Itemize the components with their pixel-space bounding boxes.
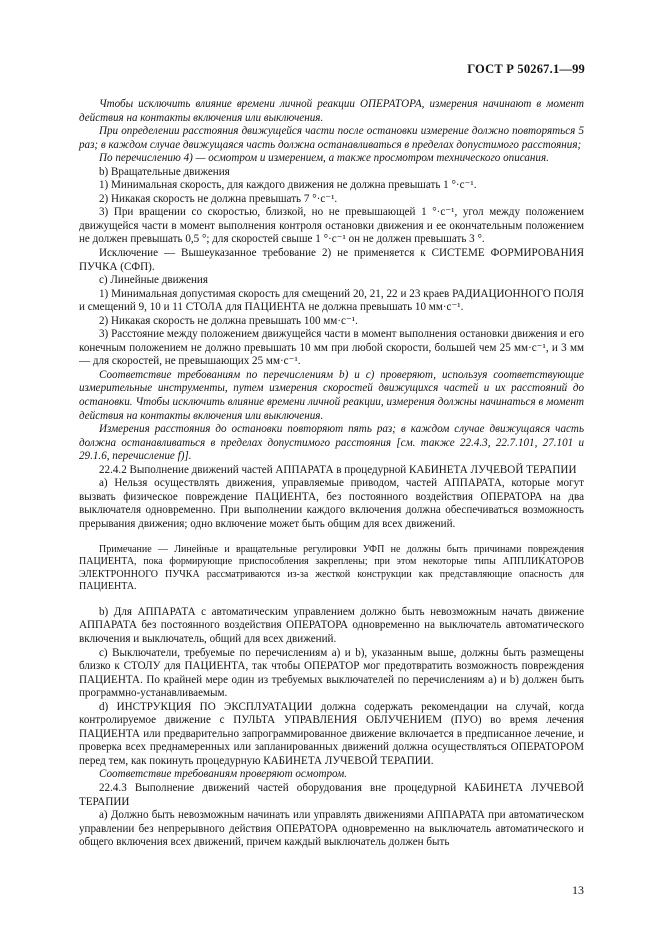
- note: Примечание — Линейные и вращательные регулировки УФП не должны быть причинами повреждения ПАЦИЕНТА, пока формирующие приспособления закреплены; при этом некоторые типы АППЛИКАТОРОВ ЭЛЕКТРОННОГО ПУЧКА рассматриваются из-за жесткой конструкции как представляющие опасность для ПАЦИЕНТА.: [79, 543, 584, 593]
- list-item: 2) Никакая скорость не должна превышать 7 °·с⁻¹.: [99, 192, 338, 205]
- list-item: 1) Минимальная допустимая скорость для смещений 20, 21, 22 и 23 краев РАДИАЦИОННОГО ПОЛЯ и смещений 9, 10 и 11 СТОЛА для ПАЦИЕНТА не должна превышать 10 мм·с⁻¹.: [79, 287, 584, 314]
- document-header: ГОСТ Р 50267.1—99: [467, 62, 585, 76]
- section-heading: 22.4.3 Выполнение движений частей оборудования вне процедурной КАБИНЕТА ЛУЧЕВОЙ ТЕРАПИИ: [79, 781, 584, 808]
- list-item: 1) Минимальная скорость, для каждого движения не должна превышать 1 °·с⁻¹.: [99, 179, 477, 192]
- list-item: d) ИНСТРУКЦИЯ ПО ЭКСПЛУАТАЦИИ должна содержать рекомендации на случай, когда контролируемое движение с ПУЛЬТА УПРАВЛЕНИЯ ОБЛУЧЕНИЕМ (ПУО) во время лечения ПАЦИЕНТА или предварительно запрограммированное движение включается в предписанное лечение, и проверка всех преднамеренных или запланированных движений должна осуществляться ОПЕРАТОРОМ перед тем, как покинуть процедурную КАБИНЕТА ЛУЧЕВОЙ ТЕРАПИИ.: [79, 700, 584, 767]
- paragraph: По перечислению 4) — осмотром и измерением, а также просмотром технического описания.: [99, 152, 549, 165]
- page-number: 13: [572, 883, 584, 897]
- paragraph: Чтобы исключить влияние времени личной реакции ОПЕРАТОРА, измерения начинают в момент действия на контакты включения или выключения.: [79, 98, 584, 124]
- paragraph: Исключение — Вышеуказанное требование 2) не применяется к СИСТЕМЕ ФОРМИРОВАНИЯ ПУЧКА (СФП).: [79, 247, 584, 273]
- list-item: c) Выключатели, требуемые по перечислениям a) и b), указанным выше, должны быть размещены близко к СТОЛУ для ПАЦИЕНТА, так чтобы ОПЕРАТОР мог предотвратить возможность повреждения ПАЦИЕНТА. По крайней мере один из требуемых выключателей по перечислениям a) и b) должен быть программно-устанавливаемым.: [79, 646, 584, 700]
- list-heading: b) Вращательные движения: [99, 165, 230, 178]
- paragraph: При определении расстояния движущейся части после остановки измерение должно повторяться 5 раз; в каждом случае движущаяся часть должна останавливаться в пределах допустимого расстояния;: [79, 125, 584, 151]
- list-item: 3) При вращении со скоростью, близкой, но не превышающей 1 °·с⁻¹, угол между положением движущейся части в момент выполнения контроля остановки движения и ее окончательным положением не должен превышать 0,5 °; для скоростей свыше 1 °·с⁻¹ он не должен превышать 3 °.: [79, 206, 584, 246]
- list-item: a) Должно быть невозможным начинать или управлять движениями АППАРАТА при автоматическом управлении без непрерывного действия ОПЕРАТОРА одновременно на выключатель автоматического и общего включения всех движений, причем каждый выключатель должен быть: [79, 809, 584, 849]
- list-item: 3) Расстояние между положением движущейся части в момент выполнения остановки движения и его конечным положением не должно превышать 10 мм при любой скорости, большей чем 25 мм·с⁻¹, и 3 мм — для скоростей, не превышающих 25 мм·с⁻¹.: [79, 328, 584, 368]
- document-body: [79, 98, 584, 850]
- section-heading: 22.4.2 Выполнение движений частей АППАРАТА в процедурной КАБИНЕТА ЛУЧЕВОЙ ТЕРАПИИ: [99, 463, 577, 476]
- paragraph: Соответствие требованиям проверяют осмотром.: [99, 768, 348, 781]
- list-item: b) Для АППАРАТА с автоматическим управлением должно быть невозможным начать движение АППАРАТА без постоянного воздействия ОПЕРАТОРА одновременно на выключатель автоматического включения и выключатель, общий для всех движений.: [79, 605, 584, 645]
- paragraph: Измерения расстояния до остановки повторяют пять раз; в каждом случае движущаяся часть должна останавливаться в пределах допустимого расстояния [см. также 22.4.3, 22.7.101, 27.101 и 29.1.6, перечисление f)].: [79, 423, 584, 463]
- list-item: a) Нельзя осуществлять движения, управляемые приводом, частей АППАРАТА, которые могут вызвать физическое повреждение ПАЦИЕНТА, без постоянного воздействия ОПЕРАТОРА на два выключателя одновременно. При выполнении каждого включения должна обеспечиваться возможность прерывания движения; одно включение может быть общим для всех движений.: [79, 477, 584, 530]
- paragraph: Соответствие требованиям по перечислениям b) и c) проверяют, используя соответствующие измерительные инструменты, путем измерения скоростей движущихся частей и их расстояний до остановки. Чтобы исключить влияние времени личной реакции, измерения должны начинаться в момент действия на контакты включения или выключения.: [79, 368, 584, 422]
- list-item: 2) Никакая скорость не должна превышать 100 мм·с⁻¹.: [99, 314, 358, 327]
- list-heading: c) Линейные движения: [99, 274, 208, 287]
